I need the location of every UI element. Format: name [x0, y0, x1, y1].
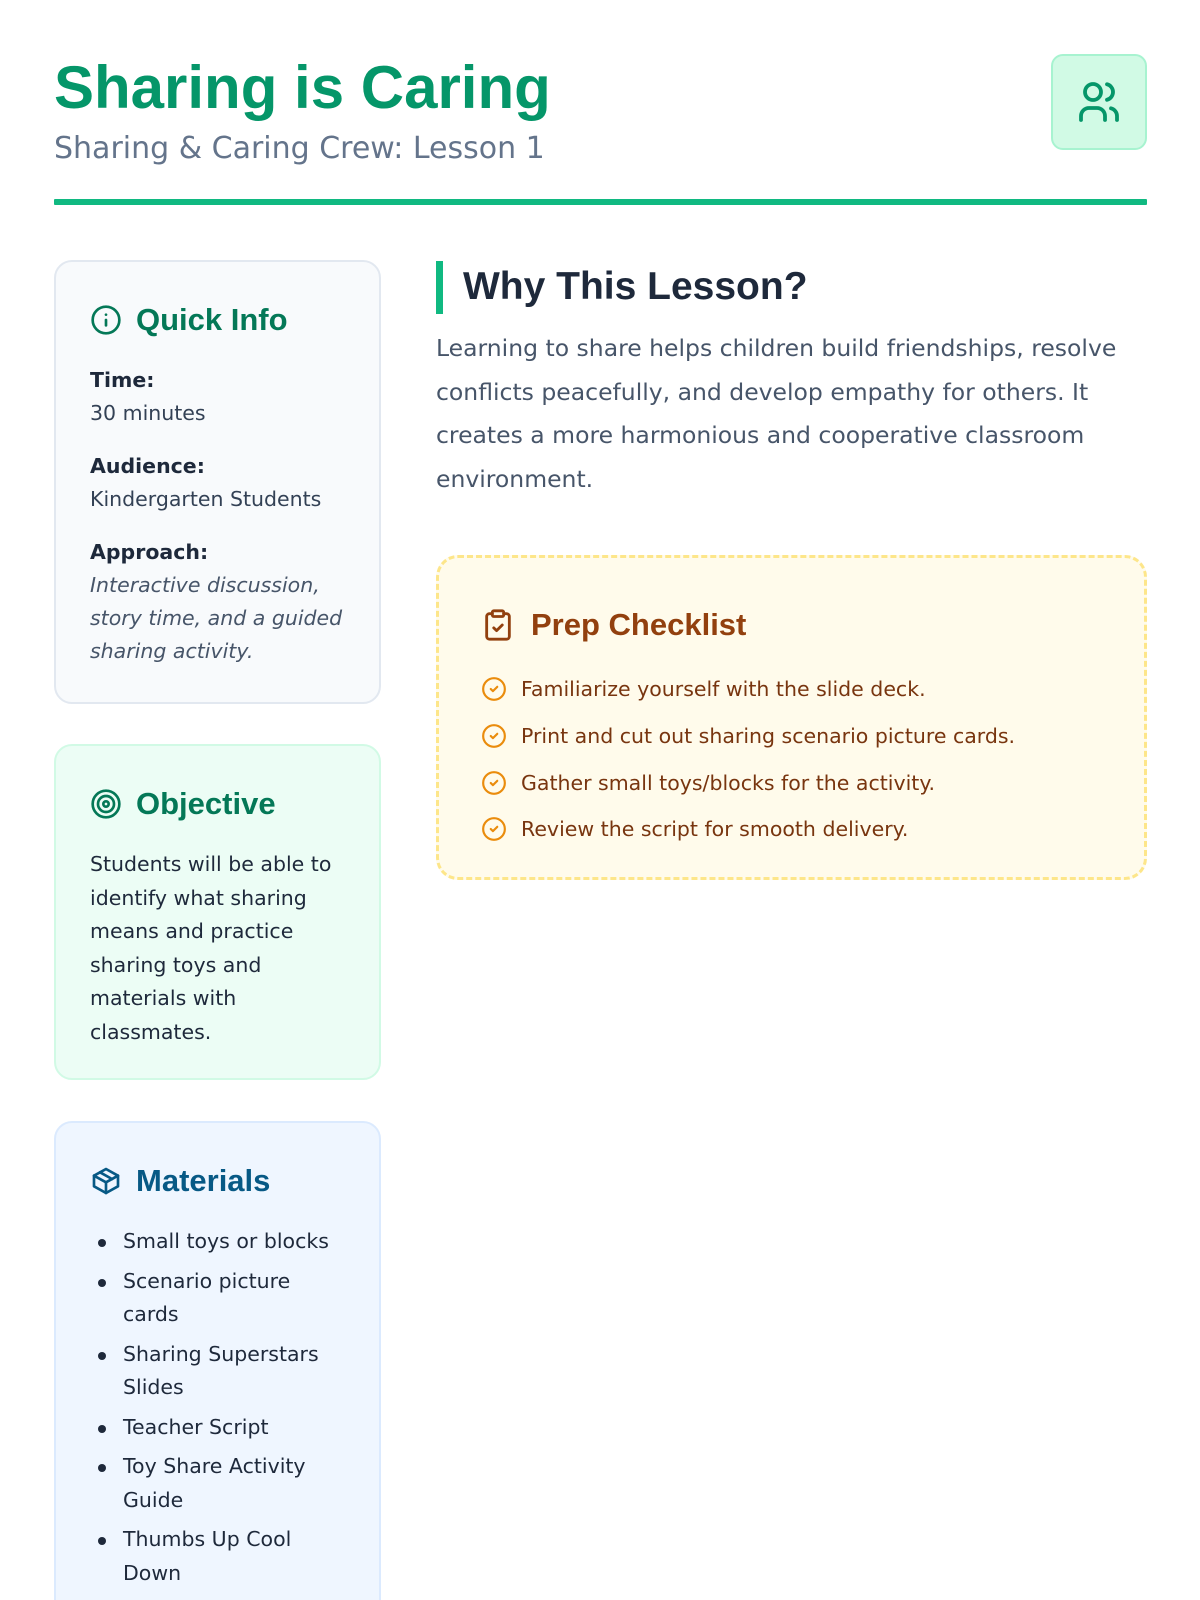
check-circle-icon — [481, 770, 507, 796]
header-divider — [54, 199, 1147, 205]
materials-list — [90, 1225, 345, 1590]
why-title: Why This Lesson? — [463, 265, 808, 308]
materials-card — [54, 1121, 381, 1600]
page-title: Sharing is Caring — [54, 54, 551, 121]
prep-header — [481, 602, 1106, 648]
checklist-item-text: Familiarize yourself with the slide deck. — [521, 677, 926, 702]
page-subtitle: Sharing & Caring Crew: Lesson 1 — [54, 131, 545, 166]
list-item: Scenario picture cards — [90, 1265, 345, 1332]
checklist-item — [481, 806, 1106, 853]
materials-title: Materials — [136, 1163, 271, 1198]
checklist-item-text: Print and cut out sharing scenario picture cards. — [521, 724, 1016, 749]
approach-label: Approach: — [90, 540, 209, 564]
audience-value: Kindergarten Students — [90, 487, 322, 511]
objective-header — [90, 782, 345, 826]
check-circle-icon — [481, 676, 507, 702]
quick-info-title: Quick Info — [136, 302, 288, 337]
checklist-item-text: Review the script for smooth delivery. — [521, 817, 909, 842]
checklist-item — [481, 666, 1106, 713]
materials-header — [90, 1159, 345, 1203]
list-item: Small toys or blocks — [90, 1225, 345, 1259]
list-item: Thumbs Up Cool Down — [90, 1523, 345, 1590]
audience-label: Audience: — [90, 454, 205, 478]
checklist-item — [481, 713, 1106, 760]
info-circle-icon — [90, 304, 122, 336]
check-circle-icon — [481, 723, 507, 749]
prep-checklist-card — [436, 555, 1147, 880]
check-circle-icon — [481, 816, 507, 842]
users-icon — [1051, 54, 1147, 150]
checklist-item — [481, 759, 1106, 806]
prep-title: Prep Checklist — [531, 607, 747, 642]
box-icon — [90, 1165, 122, 1197]
list-item: Toy Share Activity Guide — [90, 1450, 345, 1517]
time-value: 30 minutes — [90, 401, 206, 425]
prep-list — [481, 666, 1106, 853]
checklist-item-text: Gather small toys/blocks for the activity. — [521, 770, 936, 795]
clipboard-check-icon — [481, 605, 515, 645]
quick-info-header — [90, 298, 345, 342]
objective-card — [54, 744, 381, 1080]
objective-title: Objective — [136, 786, 276, 821]
quick-info-card — [54, 260, 381, 704]
time-label: Time: — [90, 368, 155, 392]
why-text: Learning to share helps children build friendships, resolve conflicts peacefully, and develop empathy for others. It creates a more harmonious and cooperative classroom environment. — [436, 334, 1117, 493]
list-item: Teacher Script — [90, 1411, 345, 1445]
approach-value: Interactive discussion, story time, and a guided sharing activity. — [90, 573, 343, 663]
page-header — [54, 52, 1147, 208]
target-icon — [90, 788, 122, 820]
list-item: Sharing Superstars Slides — [90, 1338, 345, 1405]
why-accent-bar — [436, 261, 443, 314]
objective-text: Students will be able to identify what sharing means and practice sharing toys and materials with classmates. — [90, 852, 332, 1044]
